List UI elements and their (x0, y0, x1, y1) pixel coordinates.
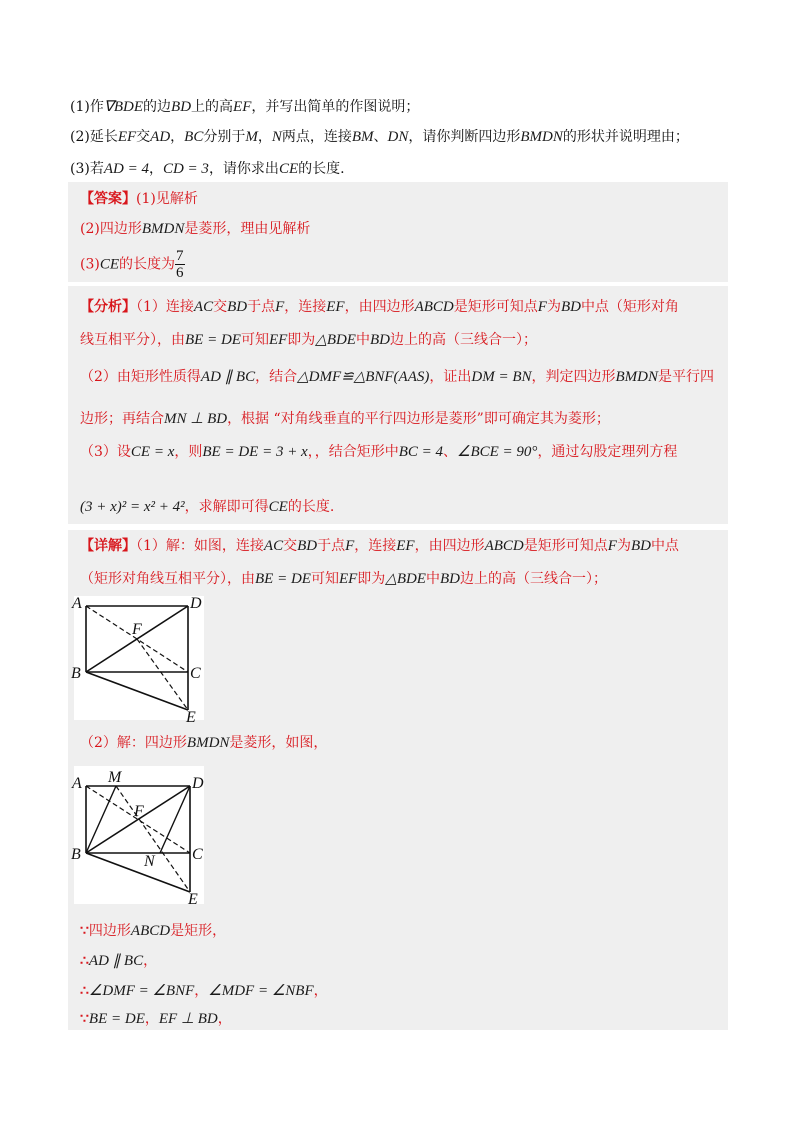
fig1-label-e: E (186, 709, 196, 724)
fig2-label-n: N (144, 853, 155, 870)
analysis-line-5: （3）设CE = x，则BE = DE = 3 + x，，结合矩形中BC = 4、∠BCE = 90°，通过勾股定理列方程 (80, 444, 678, 460)
detail-block (68, 530, 728, 1030)
fig2-label-f: F (134, 803, 144, 820)
fig1-label-b: B (71, 665, 81, 682)
answer-line-3: (3)CE的长度为 $\frac{7}{6}$ (80, 248, 184, 281)
analysis-line-6: (3 + x)² = x² + 4²，求解即可得CE的长度. (80, 499, 335, 515)
fig2-label-e: E (188, 891, 198, 906)
figure-1-rect-abcd (68, 594, 208, 724)
answer-block (68, 182, 728, 282)
detail-step-3: ∴∠DMF = ∠BNF，∠MDF = ∠NBF， (80, 983, 328, 999)
analysis-line-2: 线互相平分），由BE = DE可知EF即为△BDE中BD边上的高（三线合一）； (80, 332, 537, 348)
fig2-label-m: M (108, 769, 122, 786)
detail-step-1: ∵四边形ABCD是矩形， (80, 923, 227, 939)
fig2-label-c: C (192, 846, 203, 863)
fig2-label-d: D (192, 775, 204, 792)
question-1: (1)作∇BDE的边BD上的高EF，并写出简单的作图说明； (70, 99, 420, 115)
detail-line-1: 【详解】（1）解：如图，连接AC交BD于点F，连接EF，由四边形ABCD是矩形可知点F为BD中点 (80, 538, 679, 554)
answer-fraction: $\frac{7}{6}$ (176, 248, 184, 281)
fig1-label-d: D (190, 595, 202, 612)
detail-line-2: （矩形对角线互相平分），由BE = DE可知EF即为△BDE中BD边上的高（三线合一）； (80, 571, 607, 587)
answer-line-2: (2)四边形BMDN是菱形，理由见解析 (80, 221, 311, 237)
detail-step-2: ∴AD ∥ BC， (80, 953, 158, 969)
analysis-line-4: 边形；再结合MN ⊥ BD，根据 “对角线垂直的平行四边形是菱形”即可确定其为菱形； (80, 411, 610, 427)
fig1-label-c: C (190, 665, 201, 682)
fig1-label-a: A (72, 595, 82, 612)
figure-2-rhombus-bmdn (68, 764, 208, 906)
answer-line-1: 【答案】(1)见解析 (80, 191, 198, 207)
detail-part-2: （2）解：四边形BMDN是菱形，如图， (80, 735, 328, 751)
fig2-label-b: B (71, 846, 81, 863)
analysis-line-1: 【分析】（1）连接AC交BD于点F，连接EF，由四边形ABCD是矩形可知点F为BD中点（矩形对角 (80, 299, 679, 315)
analysis-line-3: （2）由矩形性质得AD ∥ BC，结合△DMF≌△BNF(AAS)，证出DM = BN，判定四边形BMDN是平行四 (80, 369, 714, 385)
analysis-block (68, 286, 728, 524)
fig2-label-a: A (72, 775, 82, 792)
question-2: (2)延长EF交AD，BC分别于M，N两点，连接BM、DN，请你判断四边形BMDN的形状并说明理由； (70, 129, 689, 145)
detail-step-4: ∵BE = DE，EF ⊥ BD， (80, 1011, 232, 1027)
fig1-label-f: F (132, 621, 142, 638)
question-3: (3)若AD = 4，CD = 3，请你求出CE的长度. (70, 161, 345, 177)
